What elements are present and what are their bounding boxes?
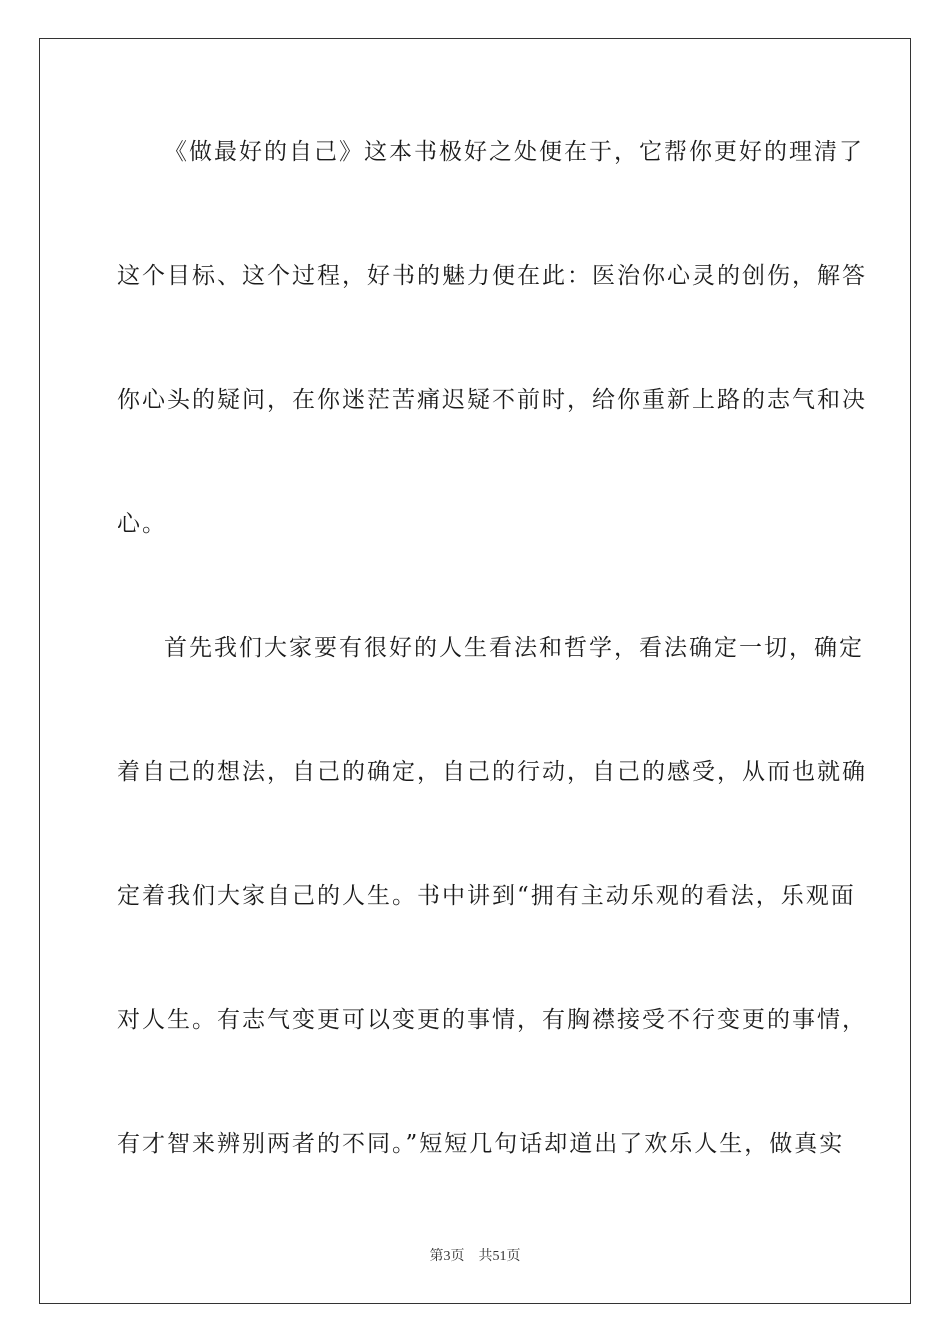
- page-border: [39, 38, 911, 1304]
- paragraph-line: 《做最好的自己》这本书极好之处便在于，它帮你更好的理清了: [164, 139, 864, 165]
- paragraph-line: 定着我们大家自己的人生。书中讲到“拥有主动乐观的看法，乐观面: [117, 883, 856, 909]
- paragraph-line: 有才智来辨别两者的不同。”短短几句话却道出了欢乐人生，做真实: [117, 1131, 845, 1157]
- paragraph-line: 首先我们大家要有很好的人生看法和哲学，看法确定一切，确定: [164, 635, 864, 661]
- page-number: 第3页: [429, 1249, 465, 1264]
- page-total: 共51页: [478, 1249, 521, 1264]
- paragraph-line: 心。: [117, 511, 167, 537]
- page-footer: [0, 1248, 950, 1266]
- paragraph-line: 着自己的想法，自己的确定，自己的行动，自己的感受，从而也就确: [117, 759, 867, 785]
- paragraph-line: 对人生。有志气变更可以变更的事情，有胸襟接受不行变更的事情，: [117, 1007, 867, 1033]
- paragraph-line: 你心头的疑问，在你迷茫苦痛迟疑不前时，给你重新上路的志气和决: [117, 387, 867, 413]
- paragraph-line: 这个目标、这个过程，好书的魅力便在此：医治你心灵的创伤，解答: [117, 263, 867, 289]
